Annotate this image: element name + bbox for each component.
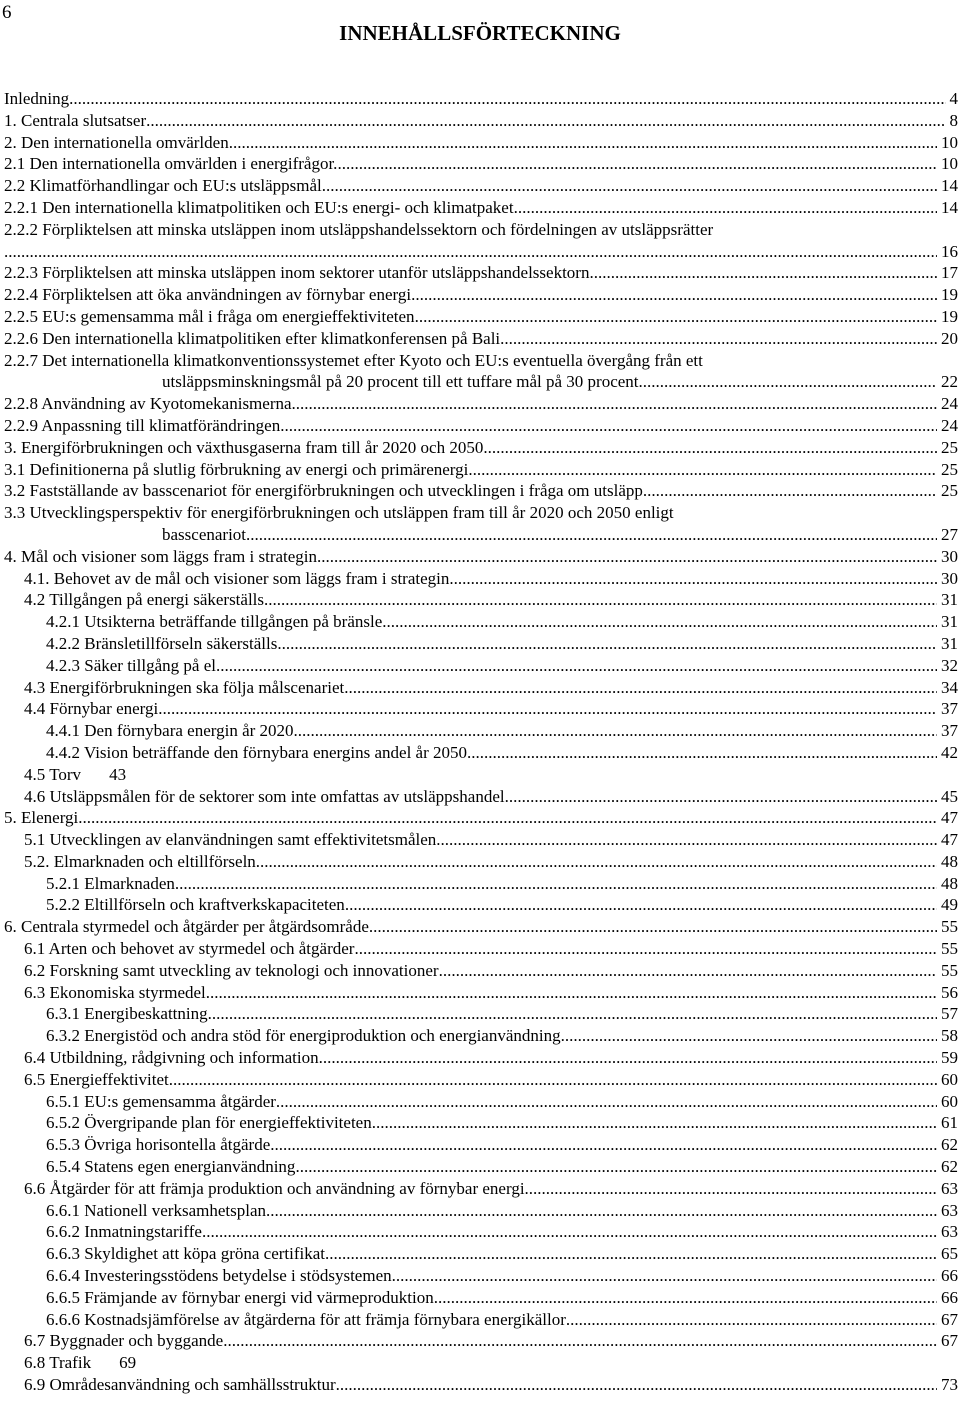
toc-entry-page: 47 [941, 830, 958, 850]
toc-entry-page: 60 [941, 1069, 958, 1089]
toc-entry-title: 6.5 Energieffektivitet [24, 1069, 169, 1089]
toc-entry-title: 2. Den internationella omvärlden [4, 132, 229, 152]
toc-entry-page: 10 [941, 132, 958, 152]
dot-leader [415, 306, 937, 328]
toc-entry[interactable] [4, 720, 958, 742]
dot-leader [322, 175, 937, 197]
toc-entry-title: 4.3 Energiförbrukningen ska följa målscenariet [24, 677, 345, 697]
toc-entry-title: 2.2.4 Förpliktelsen att öka användningen av förnybar energi [4, 285, 412, 305]
toc-entry-page: 47 [941, 808, 958, 828]
dot-leader [337, 153, 937, 175]
toc-entry[interactable] [4, 851, 958, 873]
toc-entry-title: 3. Energiförbrukningen och växthusgaserna fram till år 2020 och 2050 [4, 437, 484, 457]
toc-entry[interactable] [4, 284, 958, 306]
toc-entry-title-continued: utsläppsminskningsmål på 20 procent till ett tuffare mål på 30 procent [162, 372, 639, 392]
toc-entry[interactable] [4, 110, 958, 132]
dot-leader [158, 698, 937, 720]
toc-entry[interactable] [4, 1352, 958, 1374]
toc-entry[interactable] [4, 262, 958, 284]
dot-leader [392, 1265, 937, 1287]
toc-entry-title: 4.2.3 Säker tillgång på el [46, 655, 216, 675]
toc-entry-page: 20 [941, 328, 958, 348]
dot-leader [78, 807, 937, 829]
toc-entry-page: 66 [941, 1287, 958, 1307]
toc-entry[interactable] [4, 894, 958, 916]
toc-entry-page: 58 [941, 1026, 958, 1046]
toc-entry-title: 6.6.4 Investeringsstödens betydelse i stödsystemen [46, 1266, 392, 1286]
toc-entry[interactable] [4, 328, 958, 350]
dot-leader [449, 568, 937, 590]
toc-entry[interactable] [4, 677, 958, 699]
toc-entry-title: 6. Centrala styrmedel och åtgärder per åtgärdsområde [4, 917, 369, 937]
toc-entry-title: 6.6.1 Nationell verksamhetsplan [46, 1200, 267, 1220]
toc-entry-title: 3.2 Fastställande av basscenariot för energiförbrukningen och utvecklingen i fråga om utsläpp [4, 481, 643, 501]
toc-entry[interactable] [4, 655, 958, 677]
dot-leader [434, 1287, 937, 1309]
toc-entry-page: 19 [941, 285, 958, 305]
toc-entry[interactable] [4, 1200, 958, 1222]
toc-entry-title-continued: basscenariot [162, 524, 247, 544]
toc-entry-title: 5.1 Utvecklingen av elanvändningen samt effektivitetsmålen [24, 830, 437, 850]
toc-entry-title: 6.5.2 Övergripande plan för energieffektiviteten [46, 1113, 372, 1133]
dot-leader [206, 982, 937, 1004]
toc-entry-title: 2.2.1 Den internationella klimatpolitiken och EU:s energi- och klimatpaket [4, 197, 514, 217]
toc-entry[interactable] [4, 88, 958, 110]
toc-entry-page: 10 [941, 154, 958, 174]
dot-leader [483, 437, 937, 459]
toc-entry-page: 30 [941, 568, 958, 588]
toc-entry-page: 55 [941, 960, 958, 980]
toc-entry-page: 48 [941, 851, 958, 871]
toc-entry[interactable] [4, 764, 958, 786]
toc-entry[interactable] [4, 1003, 958, 1025]
toc-entry-title: 6.3.1 Energibeskattning [46, 1004, 208, 1024]
dot-leader [264, 589, 937, 611]
dot-leader [566, 1309, 937, 1331]
toc-entry-title: 6.1 Arten och behovet av styrmedel och åtgärder [24, 939, 355, 959]
toc-entry[interactable] [4, 1265, 958, 1287]
dot-leader [411, 284, 937, 306]
toc-entry-title: 4.2 Tillgången på energi säkerställs [24, 590, 265, 610]
toc-entry[interactable] [4, 916, 958, 938]
toc-entry-page: 43 [109, 764, 127, 784]
toc-entry-title: 2.2.5 EU:s gemensamma mål i fråga om energieffektiviteten [4, 306, 415, 326]
toc-entry[interactable] [4, 568, 958, 590]
dot-leader [382, 611, 937, 633]
toc-entry-title: 1. Centrala slutsatser [4, 110, 147, 130]
toc-entry-page: 25 [941, 481, 958, 501]
toc-entry-page: 14 [941, 197, 958, 217]
toc-entry-page: 69 [119, 1353, 137, 1373]
toc-entry-title: Inledning [4, 89, 70, 108]
dot-leader [336, 1374, 937, 1396]
toc-entry-title: 5.2.2 Eltillförseln och kraftverkskapaciteten [46, 895, 345, 915]
document-title: INNEHÅLLSFÖRTECKNING [339, 21, 621, 45]
toc-entry-page: 63 [941, 1222, 958, 1242]
dot-leader [468, 459, 937, 481]
toc-entry[interactable] [4, 960, 958, 982]
toc-entry-page: 27 [941, 524, 958, 544]
dot-leader [643, 480, 937, 502]
toc-entry-page: 42 [941, 742, 958, 762]
dot-leader [295, 1156, 937, 1178]
dot-leader [294, 720, 937, 742]
toc-entry-title: 6.6.3 Skyldighet att köpa gröna certifikat. [46, 1244, 330, 1264]
toc-entry-page: 34 [941, 677, 958, 697]
dot-leader [208, 1003, 937, 1025]
toc-entry-page: 25 [941, 459, 958, 479]
toc-entry[interactable] [4, 546, 958, 568]
toc-entry-page: 37 [941, 699, 958, 719]
toc-entry-title: 6.5.1 EU:s gemensamma åtgärder [46, 1091, 276, 1111]
dot-leader [69, 88, 945, 110]
toc-entry[interactable] [4, 1309, 958, 1331]
toc-entry-page: 66 [941, 1266, 958, 1286]
dot-leader [500, 328, 937, 350]
toc-entry-title: 6.9 Områdesanvändning och samhällsstruktur [24, 1375, 336, 1395]
toc-entry[interactable] [4, 306, 958, 328]
dot-leader [246, 524, 937, 546]
toc-entry-title: 6.3.2 Energistöd och andra stöd för energiproduktion och energianvändning [46, 1026, 561, 1046]
toc-entry-title: 6.3 Ekonomiska styrmedel [24, 982, 206, 1002]
toc-entry[interactable] [4, 1287, 958, 1309]
dot-leader [256, 851, 937, 873]
table-of-contents [4, 88, 958, 1396]
toc-entry-page: 4 [949, 89, 958, 108]
toc-entry-page: 24 [941, 415, 958, 435]
toc-entry[interactable] [4, 415, 958, 437]
toc-entry-page: 60 [941, 1091, 958, 1111]
dot-leader [436, 829, 937, 851]
dot-leader [329, 1243, 937, 1265]
toc-entry[interactable] [4, 1156, 958, 1178]
toc-entry-title: 6.6.6 Kostnadsjämförelse av åtgärderna för att främja förnybara energikällor [46, 1309, 566, 1329]
dot-leader [639, 371, 937, 393]
dot-leader [266, 1200, 937, 1222]
toc-entry-title: 2.2.9 Anpassning till klimatförändringen [4, 415, 281, 435]
toc-entry-title: 2.1 Den internationella omvärlden i energifrågor. [4, 154, 338, 174]
toc-entry-page: 57 [941, 1004, 958, 1024]
toc-entry-title: 6.7 Byggnader och byggande [24, 1331, 224, 1351]
dot-leader [319, 1047, 937, 1069]
toc-entry[interactable] [4, 982, 958, 1004]
toc-entry-title: 4.2.2 Bränsletillförseln säkerställs [46, 633, 278, 653]
toc-entry-page: 32 [941, 655, 958, 675]
toc-entry[interactable] [4, 1330, 958, 1352]
toc-entry-page: 48 [941, 873, 958, 893]
toc-entry-page: 56 [941, 982, 958, 1002]
toc-entry[interactable] [4, 1221, 958, 1243]
toc-entry[interactable] [4, 1243, 958, 1265]
toc-entry[interactable] [4, 132, 958, 154]
toc-entry-page: 31 [941, 612, 958, 632]
dot-leader [169, 1069, 937, 1091]
dot-leader [529, 1178, 937, 1200]
toc-entry-page: 55 [941, 939, 958, 959]
toc-entry-title: 4.1. Behovet av de mål och visioner som läggs fram i strategin [24, 568, 450, 588]
toc-entry[interactable] [4, 873, 958, 895]
dot-leader [372, 1112, 937, 1134]
toc-entry-page: 16 [941, 241, 958, 261]
toc-entry-title: 5.2.1 Elmarknaden [46, 873, 175, 893]
dot-leader [345, 894, 937, 916]
dot-leader [589, 262, 937, 284]
toc-entry-title: 6.6 Åtgärder för att främja produktion och användning av förnybar energi. [24, 1178, 529, 1198]
toc-entry-title: 4.4.1 Den förnybara energin år 2020 [46, 721, 294, 741]
toc-entry-title: 2.2 Klimatförhandlingar och EU:s utsläppsmål [4, 176, 322, 196]
toc-entry[interactable] [4, 1178, 958, 1200]
toc-entry-title: 4.4.2 Vision beträffande den förnybara energins andel år 2050 [46, 742, 468, 762]
toc-entry-title: 2.2.3 Förpliktelsen att minska utsläppen inom sektorer utanför utsläppshandelssektorn [4, 263, 590, 283]
toc-entry-page: 19 [941, 306, 958, 326]
toc-entry[interactable] [4, 1112, 958, 1134]
toc-entry-page: 61 [941, 1113, 958, 1133]
toc-entry[interactable] [4, 350, 958, 394]
toc-entry[interactable] [4, 742, 958, 764]
toc-entry[interactable] [4, 1374, 958, 1396]
toc-entry[interactable] [4, 1134, 958, 1156]
dot-leader [505, 786, 937, 808]
dot-leader [344, 677, 937, 699]
dot-leader [439, 960, 937, 982]
toc-entry-page: 45 [941, 786, 958, 806]
dot-leader [223, 1330, 937, 1352]
toc-entry[interactable] [4, 829, 958, 851]
toc-entry-page: 63 [941, 1200, 958, 1220]
toc-entry-title: 5. Elenergi [4, 808, 79, 828]
toc-entry-title: 2.2.2 Förpliktelsen att minska utsläppen inom utsläppshandelssektorn och fördelningen av utsläppsrätter [4, 219, 714, 239]
toc-entry[interactable] [4, 1069, 958, 1091]
dot-leader [216, 655, 937, 677]
dot-leader [277, 633, 937, 655]
toc-entry[interactable] [4, 480, 958, 502]
toc-entry-page: 55 [941, 917, 958, 937]
toc-entry-page: 31 [941, 590, 958, 610]
dot-leader [292, 393, 937, 415]
toc-entry-page: 22 [941, 372, 958, 392]
toc-entry-page: 49 [941, 895, 958, 915]
toc-entry-title: 6.4 Utbildning, rådgivning och information [24, 1048, 319, 1068]
toc-entry-page: 62 [941, 1157, 958, 1177]
toc-entry[interactable] [4, 219, 958, 263]
toc-entry-page: 24 [941, 394, 958, 414]
toc-entry-page: 65 [941, 1244, 958, 1264]
toc-entry[interactable] [4, 437, 958, 459]
dot-leader [280, 415, 937, 437]
toc-entry-page: 25 [941, 437, 958, 457]
toc-entry[interactable] [4, 786, 958, 808]
toc-entry-page: 31 [941, 633, 958, 653]
dot-leader [317, 546, 937, 568]
toc-entry-title: 6.8 Trafik [24, 1353, 92, 1373]
toc-entry-page: 14 [941, 176, 958, 196]
toc-entry[interactable] [4, 633, 958, 655]
toc-entry[interactable] [4, 1025, 958, 1047]
toc-entry-page: 17 [941, 263, 958, 283]
toc-entry-title: 4.2.1 Utsikterna beträffande tillgången på bränsle [46, 612, 383, 632]
toc-entry-title: 2.2.8 Användning av Kyotomekanismerna [4, 394, 292, 414]
page-number: 6 [2, 2, 12, 23]
toc-entry-title: 5.2. Elmarknaden och eltillförseln [24, 851, 256, 871]
toc-entry-page: 67 [941, 1309, 958, 1329]
dot-leader [270, 1134, 937, 1156]
toc-entry-title: 6.5.4 Statens egen energianvändning [46, 1157, 296, 1177]
dot-leader [202, 1221, 937, 1243]
toc-entry[interactable] [4, 589, 958, 611]
toc-entry-title: 6.2 Forskning samt utveckling av teknologi och innovationer [24, 960, 439, 980]
toc-entry[interactable] [4, 611, 958, 633]
toc-entry-title: 3.1 Definitionerna på slutlig förbrukning av energi och primärenergi [4, 459, 469, 479]
toc-entry-title: 2.2.7 Det internationella klimatkonventionssystemet efter Kyoto och EU:s eventuella övergång från ett [4, 350, 703, 370]
dot-leader [4, 241, 937, 263]
dot-leader [467, 742, 937, 764]
toc-entry-page: 30 [941, 546, 958, 566]
dot-leader [514, 197, 937, 219]
toc-entry-page: 73 [941, 1375, 958, 1395]
toc-entry[interactable] [4, 938, 958, 960]
toc-entry-title: 3.3 Utvecklingsperspektiv för energiförbrukningen och utsläppen fram till år 2020 och 2050 enligt [4, 503, 674, 523]
toc-entry-page: 59 [941, 1048, 958, 1068]
dot-leader [146, 110, 945, 132]
toc-entry-page: 67 [941, 1331, 958, 1351]
toc-entry-page: 8 [949, 110, 958, 130]
dot-leader [354, 938, 937, 960]
toc-entry[interactable] [4, 698, 958, 720]
dot-leader [369, 916, 937, 938]
dot-leader [561, 1025, 937, 1047]
toc-entry-title: 6.6.2 Inmatningstariffe [46, 1222, 202, 1242]
toc-entry-title: 4.5 Torv [24, 764, 82, 784]
toc-entry[interactable] [4, 197, 958, 219]
toc-entry[interactable] [4, 393, 958, 415]
toc-entry-title: 2.2.6 Den internationella klimatpolitiken efter klimatkonferensen på Bali [4, 328, 501, 348]
toc-entry[interactable] [4, 502, 958, 546]
toc-entry-title: 4. Mål och visioner som läggs fram i strategin [4, 546, 318, 566]
dot-leader [229, 132, 937, 154]
dot-leader [276, 1091, 937, 1113]
toc-entry-page: 63 [941, 1178, 958, 1198]
toc-entry-title: 4.6 Utsläppsmålen för de sektorer som inte omfattas av utsläppshandel [24, 786, 505, 806]
toc-entry-title: 4.4 Förnybar energi [24, 699, 159, 719]
toc-entry-page: 62 [941, 1135, 958, 1155]
toc-entry-title: 6.5.3 Övriga horisontella åtgärde [46, 1135, 271, 1155]
toc-entry[interactable] [4, 1091, 958, 1113]
dot-leader [175, 873, 937, 895]
toc-entry[interactable] [4, 807, 958, 829]
toc-entry-title: 6.6.5 Främjande av förnybar energi vid värmeproduktion [46, 1287, 434, 1307]
toc-entry[interactable] [4, 153, 958, 175]
toc-entry-page: 37 [941, 721, 958, 741]
toc-entry[interactable] [4, 1047, 958, 1069]
toc-entry[interactable] [4, 175, 958, 197]
toc-entry[interactable] [4, 459, 958, 481]
